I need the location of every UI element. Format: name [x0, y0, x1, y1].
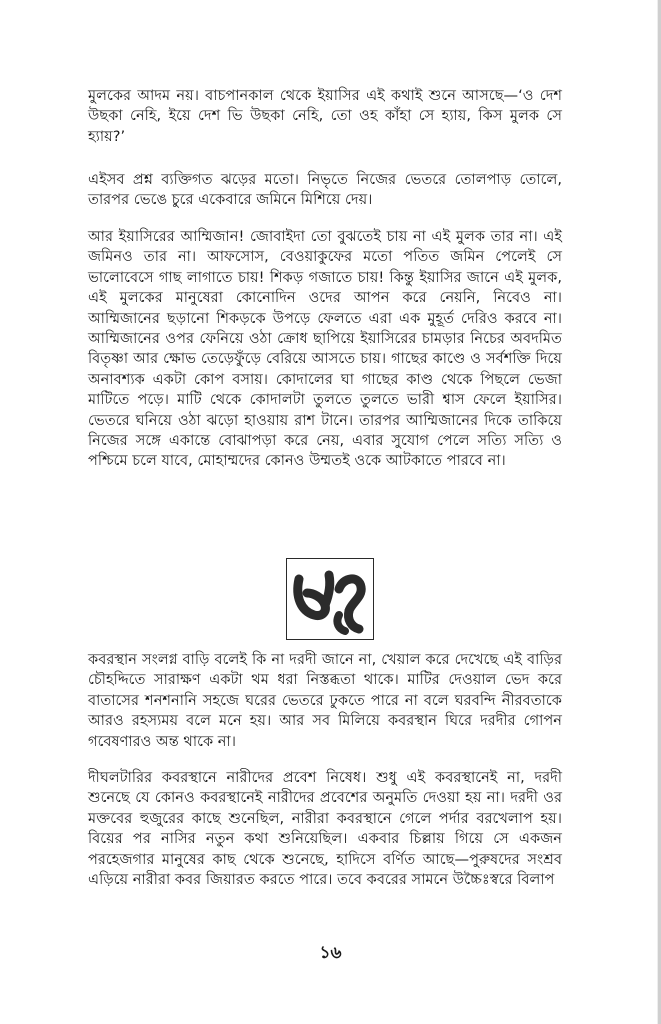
page-number: ১৬ [319, 943, 342, 963]
digit-one-loop [339, 579, 361, 611]
digit-one-foot [337, 615, 345, 631]
paragraph-4: কবরস্থান সংলগ্ন বাড়ি বলেই কি না দরদী জানে না, খেয়াল করে দেখেছে এই বাড়ির চৌহদ্দিতে সারাক্ষণ একটা থম ধরা নিস্তব্ধতা থাকে। মাটির দেওয়াল ভেদ করে বাতাসের শনশনানি সহজে ঘরের ভেতরে ঢুকতে পারে না বলে ঘরবন্দি নীরবতাকে আরও রহস্যময় বলে মনে হয়। আর সব মিলিয়ে কবরস্থান ঘিরে দরদীর গোপন গবেষণারও অন্ত থাকে না। [88, 651, 562, 750]
chapter-number-text [287, 643, 375, 644]
chapter-number-glyph [287, 559, 372, 638]
chapter-number-box [286, 558, 374, 640]
digit-seven-hook [325, 575, 330, 605]
paragraph-1: মুলকের আদম নয়। বাচপানকাল থেকে ইয়াসির এই কথাই শুনে আসছে—‘ও দেশ উছকা নেহি, ইয়ে দেশ ভি উছকা নেহি, তো ওহ কাঁহা সে হ্যায়, কিস মুলক সে হ্যায়?’ [88, 87, 562, 145]
paragraph-2: এইসব প্রশ্ন ব্যক্তিগত ঝড়ের মতো। নিভৃতে নিজের ভেতরে তোলপাড় তোলে, তারপর ভেঙে চুরে একেবারে জমিনে মিশিয়ে দেয়। [88, 171, 562, 209]
digit-one-tail [348, 611, 359, 629]
paragraph-5: দীঘলটারির কবরস্থানে নারীদের প্রবেশ নিষেধ। শুধু এই কবরস্থানেই না, দরদী শুনেছে যে কোনও কবরস্থানেই নারীদের প্রবেশের অনুমতি দেওয়া হয় না। দরদী ওর মক্তবের হুজুরের কাছে শুনেছিল, নারীরা কবরস্থানে গেলে পর্দার বরখেলাপ হয়। বিয়ের পর নাসির নতুন কথা শুনিয়েছিল। একবার চিল্লায় গিয়ে সে একজন পরহেজগার মানুষের কাছ থেকে শুনেছে, হাদিসে বর্ণিত আছে—পুরুষদের সংশ্রব এড়িয়ে নারীরা কবর জিয়ারত করতে পারে। তবে কবরের সামনে উচ্চৈঃস্বরে বিলাপ [88, 769, 562, 889]
digit-seven-stroke [298, 579, 326, 616]
paragraph-3: আর ইয়াসিরের আম্মিজান! জোবাইদা তো বুঝতেই চায় না এই মুলক তার না। এই জমিনও তার না। আফসোস, বেওয়াকুফের মতো পতিত জমিন পেলেই সে ভালোবেসে গাছ লাগাতে চায়! শিকড় গজাতে চায়! কিন্তু ইয়াসির জানে এই মুলক, এই মুলকের মানুষেরা কোনোদিন ওদের আপন করে নেয়নি, নিবেও না। আম্মিজানের ছড়ানো শিকড়কে উপড়ে ফেলতে এরা এক মুহূর্ত দেরিও করবে না। আম্মিজানের ওপর ফেনিয়ে ওঠা ক্রোধ ছাপিয়ে ইয়াসিরের চামড়ার নিচের অবদমিত বিতৃষ্ণা আর ক্ষোভ তেড়েফুঁড়ে বেরিয়ে আসতে চায়। গাছের কাণ্ডে ও সর্বশক্তি দিয়ে অনাবশ্যক একটা কোপ বসায়। কোদালের ঘা গাছের কাণ্ড থেকে পিছলে ভেজা মাটিতে পড়ে। মাটি থেকে কোদালটা তুলতে তুলতে ভারী শ্বাস ফেলে ইয়াসির। ভেতরে ঘনিয়ে ওঠা ঝড়ো হাওয়ায় রাশ টানে। তারপর আম্মিজানের দিকে তাকিয়ে নিজের সঙ্গে একান্তে বোঝাপড়া করে নেয়, এবার সুযোগ পেলে সত্যি সত্যি ও পশ্চিমে চলে যাবে, মোহাম্মদের কোনও উম্মতই ওকে আটকাতে পারবে না। [88, 228, 562, 470]
